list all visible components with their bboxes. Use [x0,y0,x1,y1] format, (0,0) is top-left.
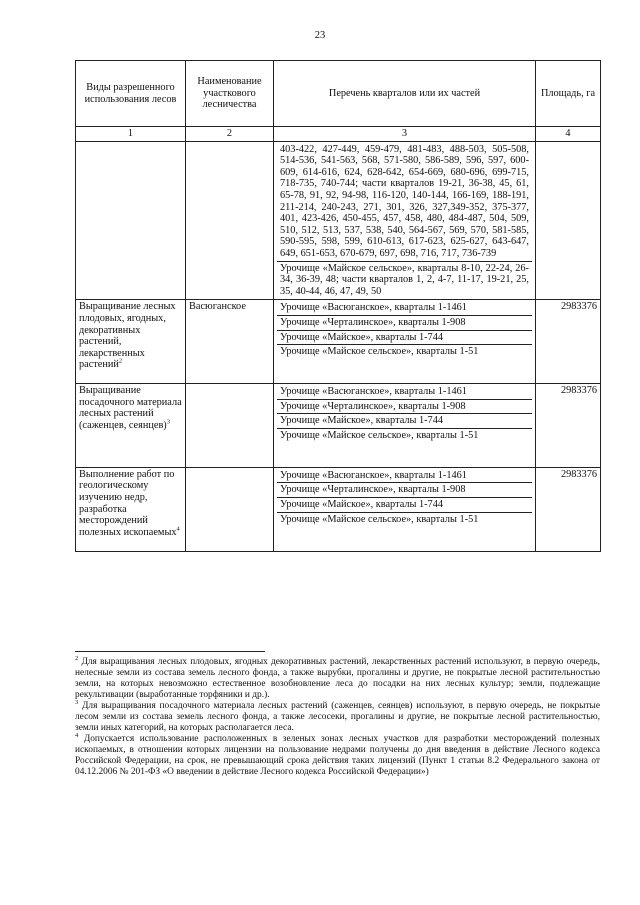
quarters-cell [274,384,536,468]
footnote-marker: 4 [75,731,79,739]
quarter-entry: Урочище «Майское сельское», кварталы 1-51 [277,428,532,466]
quarter-entry: Урочище «Васюганское», кварталы 1-1461 [280,469,467,481]
header-use-type: Виды разрешенного использования лесов [76,61,186,127]
table-row-continuation [76,141,601,300]
quarter-entry: Урочище «Майское сельское», кварталы 1-51 [277,512,532,550]
footnote-marker: 3 [166,418,170,426]
use-type-cell [76,467,186,551]
forest-use-table [75,60,601,552]
footnotes [75,654,601,778]
quarter-entry: Урочище «Черталинское», кварталы 1-908 [277,399,532,414]
continuation-forestry-cell [186,141,274,300]
table-row [76,300,601,384]
footnote-marker: 4 [176,525,180,533]
table-header-row [76,61,601,127]
table-row [76,467,601,551]
quarter-entry: Урочище «Майское», кварталы 1-744 [277,330,532,345]
header-area: Площадь, га [536,61,601,127]
continuation-quarters-cell [274,141,536,300]
footnote-separator [75,651,265,652]
column-number-4: 4 [536,127,601,142]
footnote-marker: 2 [118,357,123,365]
quarter-entry: Урочище «Черталинское», кварталы 1-908 [277,315,532,330]
footnote-marker: 2 [75,654,79,662]
forestry-cell [186,467,274,551]
use-type-text: Выращивание лесных плодовых, ягодных, декоративных растений, лекарственных растений [79,301,176,371]
quarters-cell [274,467,536,551]
footnote-3 [75,698,600,734]
footnote-text: Допускается использование расположенных в зеленых зонах лесных участков для разработки месторождений полезных ископаемых, в отношении которых лицензии на пользование недрами получены до дня введения в действие Лесного кодекса Российской Федерации, на срок, не превышающий срока действия таких лицензий (Пункт 1 статьи 8.2 Федерального закона от 04.12.2006 № 201-ФЗ «О введении в действие Лесного кодекса Российской Федерации») [75,734,601,777]
footnote-4 [75,731,601,778]
quarter-entry: Урочище «Черталинское», кварталы 1-908 [277,482,532,497]
quarter-entry: Урочище «Майское сельское», кварталы 1-51 [277,344,532,382]
maiskoe-selskoe-quarters-text: Урочище «Майское сельское», кварталы 8-10, 22-24, 26-34, 36-39, 48; части кварталов 1, 2, 4-7, 11-17, 19-21, 25, 35, 40-44, 46, 47, 49, 50 [277,261,532,299]
column-number-1: 1 [76,127,186,142]
quarter-entry: Урочище «Васюганское», кварталы 1-1461 [280,302,467,314]
column-number-2: 2 [186,127,274,142]
continuation-area-cell [536,141,601,300]
area-cell: 2983376 [536,467,601,551]
forestry-cell: Васюганское [186,300,274,384]
table-row [76,384,601,468]
quarter-entry: Урочище «Майское», кварталы 1-744 [277,413,532,428]
column-number-row [76,127,601,142]
header-quarters: Перечень кварталов или их частей [274,61,536,127]
footnote-text: Для выращивания посадочного материала лесных растений (саженцев, сеянцев) используют, в первую очередь, не покрытые лесом земли из состава земель лесного фонда, а также лесосеки, прогалины и другие, не покрытые лесной растительностью, земли иных категорий, на которых располагается леса. [75,701,600,733]
footnote-text: Для выращивания лесных плодовых, ягодных декоративных растений, лекарственных растений используют, в первую очередь, нелесные земли из состава земель лесного фонда, а также вырубки, прогалины и другие, не покрытые лесной растительностью земли, на которых невозможно естественное возобновление леса до посадки на них лесных культур; земли, подлежащие рекультивации (выработанные торфяники и др.). [75,657,601,700]
header-forestry: Наименование участкового лесничества [186,61,274,127]
use-type-cell [76,384,186,468]
quarter-entry: Урочище «Майское», кварталы 1-744 [277,497,532,512]
quarters-cell [274,300,536,384]
use-type-text: Выполнение работ по геологическому изучению недр, разработка месторождений полезных ископаемых [79,468,177,538]
use-type-text: Выращивание посадочного материала лесных растений (саженцев, сеянцев) [79,385,182,431]
area-cell: 2983376 [536,300,601,384]
continuation-use-type-cell [76,141,186,300]
page-number: 23 [314,30,326,41]
quarters-list-text: 403-422, 427-449, 459-479, 481-483, 488-503, 505-508, 514-536, 541-563, 568, 571-580, 586-589, 596, 597, 600-609, 614-616, 624, 628-642, 654-669, 680-696, 699-715, 718-735, 740-744; части кварталов 19-21, 36-38, 45, 61, 65-78, 91, 92, 94-98, 116-120, 140-144, 166-169, 188-191, 211-214, 240-243, 271, 301, 326, 327,349-352, 375-377, 401, 423-426, 450-455, 457, 458, 480, 484-487, 504, 509, 510, 512, 513, 537, 538, 540, 564-567, 569, 570, 581-585, 590-595, 598, 599, 610-613, 617-623, 625-627, 643-647, 649, 651-653, 670-679, 697, 698, 716, 717, 736-739 [280,143,529,259]
forestry-cell [186,384,274,468]
footnote-2 [75,654,601,701]
quarter-entry: Урочище «Васюганское», кварталы 1-1461 [280,386,467,398]
use-type-cell [76,300,186,384]
column-number-3: 3 [274,127,536,142]
area-cell: 2983376 [536,384,601,468]
footnote-marker: 3 [75,698,79,706]
